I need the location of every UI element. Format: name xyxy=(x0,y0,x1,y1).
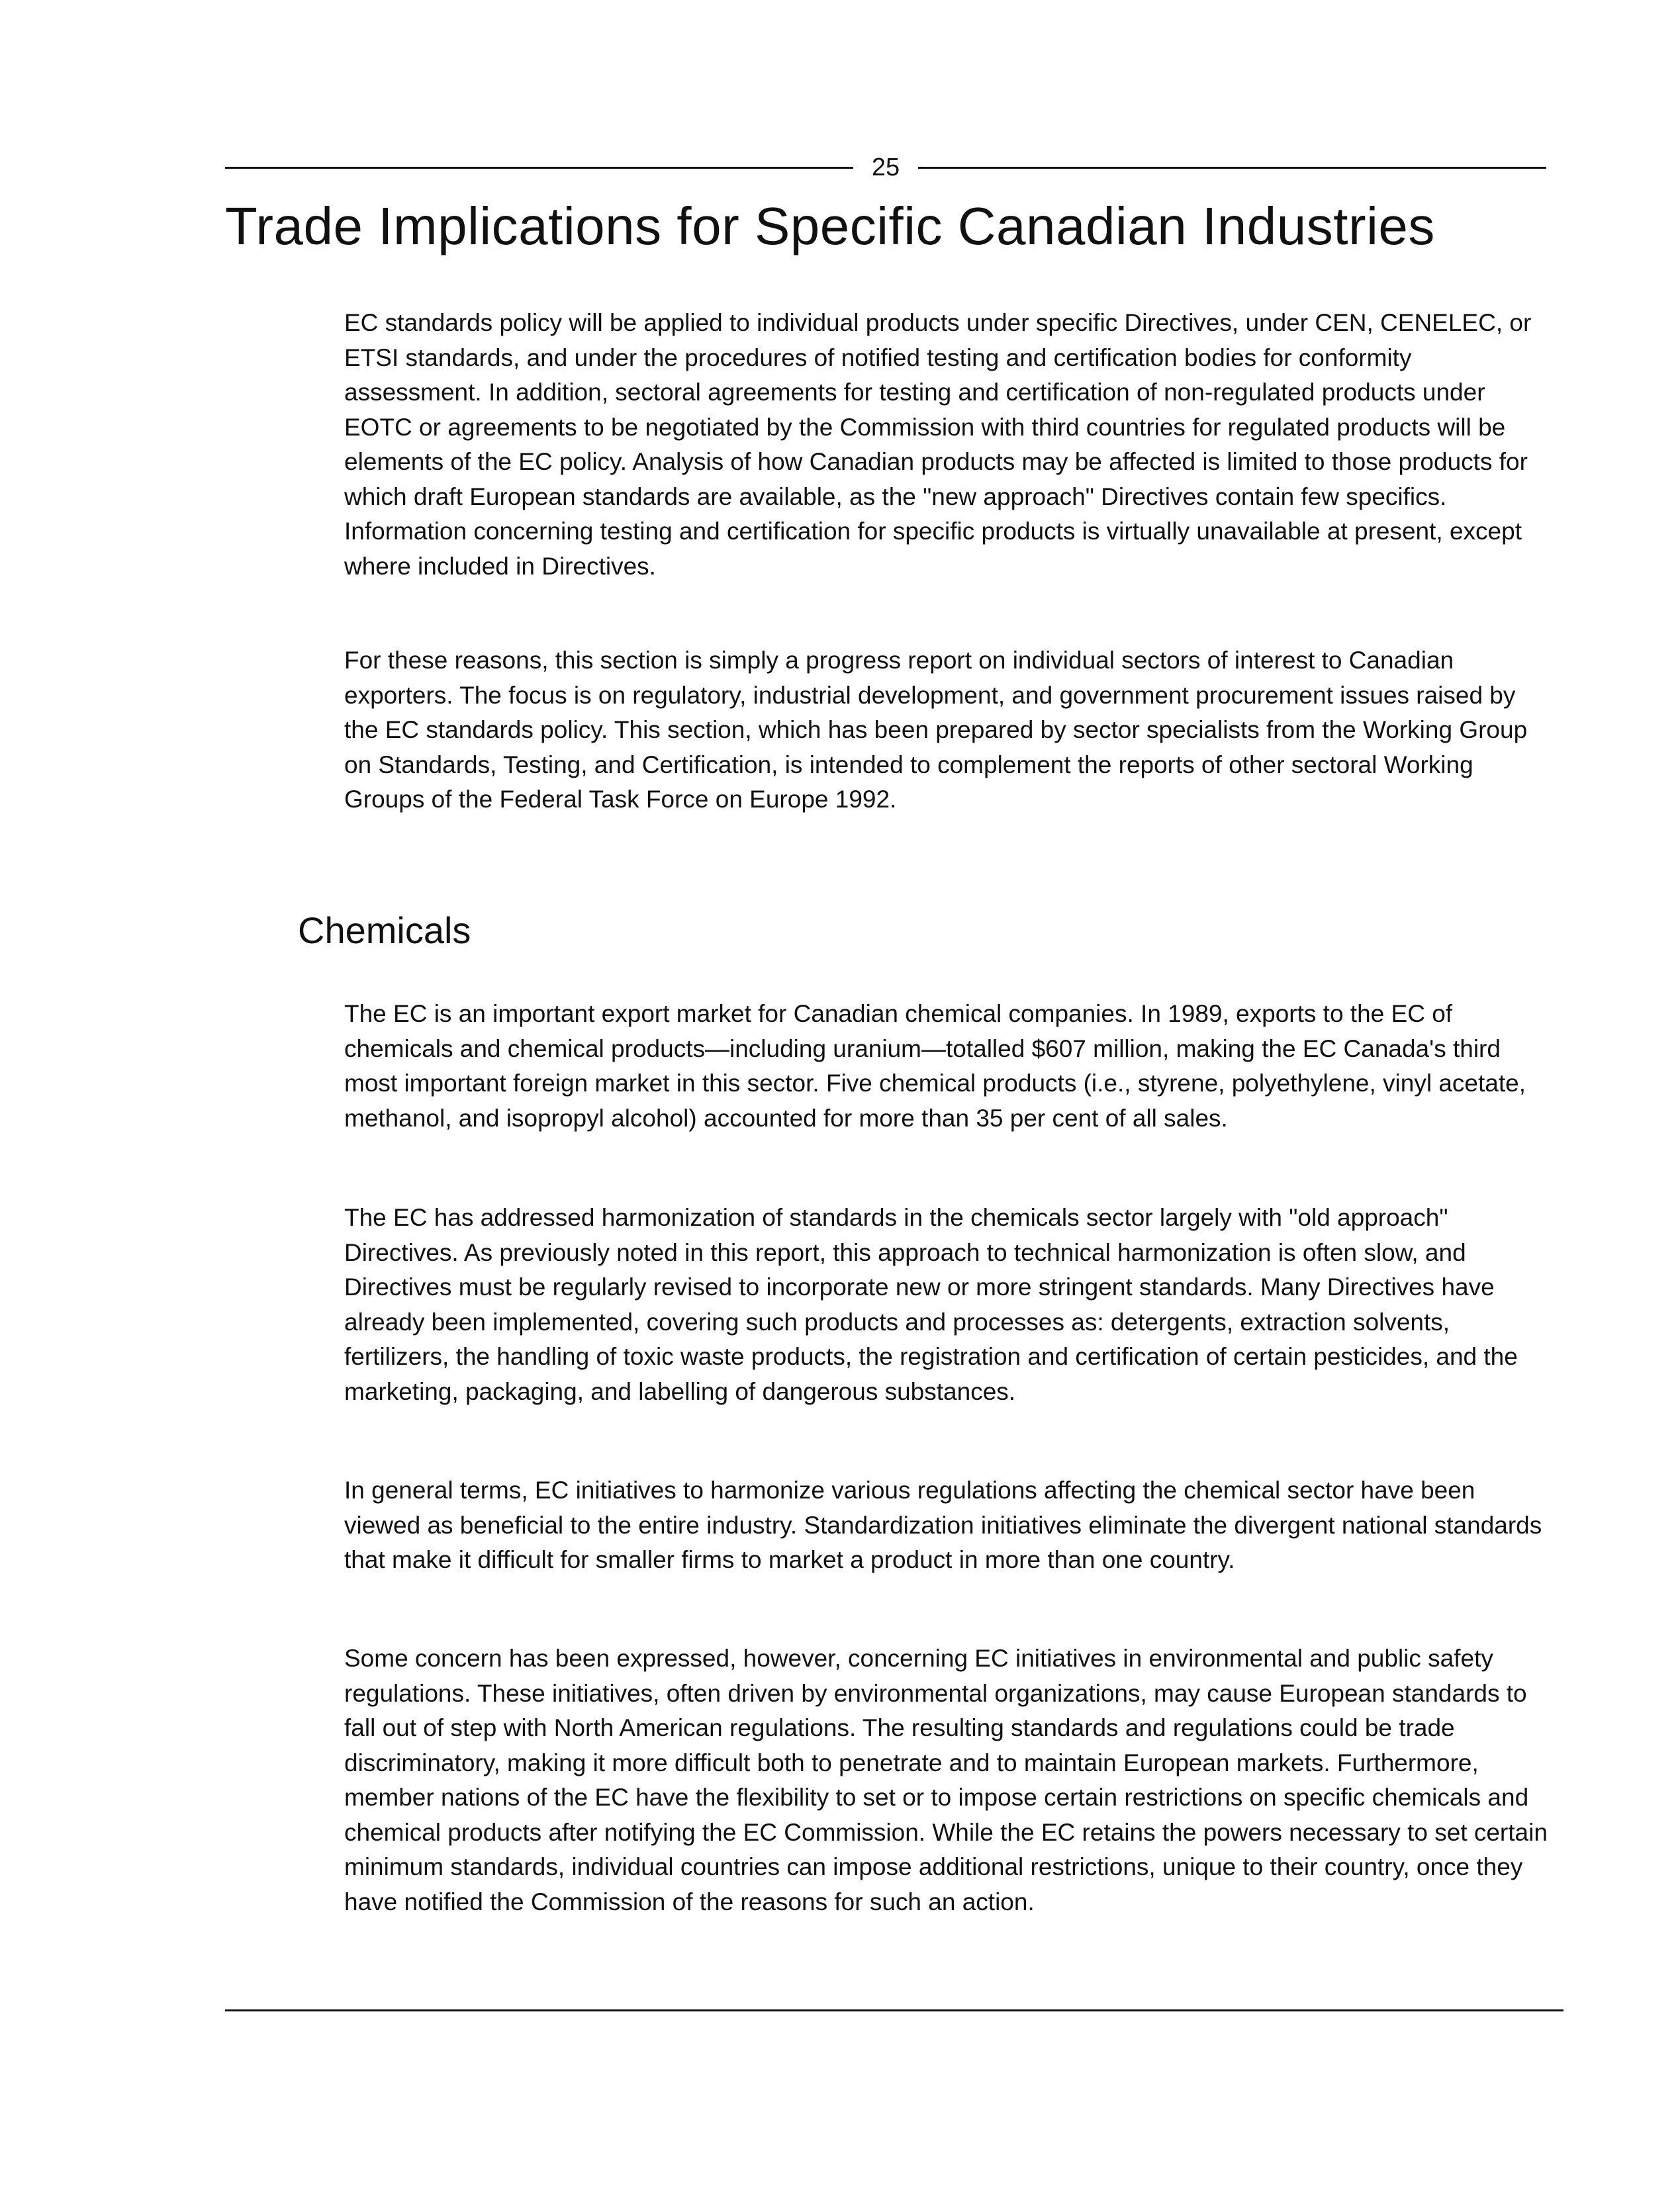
intro-paragraph-1-block xyxy=(344,306,1556,584)
chemicals-paragraph-1-block xyxy=(344,997,1556,1136)
section-heading-chemicals: Chemicals xyxy=(298,909,471,951)
intro-paragraph-1: EC standards policy will be applied to individual products under specific Directives, under CEN, CENELEC, or ETSI standards, and under the procedures of notified testing and certification bodies for conformity assessment. In addition, sectoral agreements for testing and certification of non-regulated products under EOTC or agreements to be negotiated by the Commission with third countries for regulated products will be elements of the EC policy. Analysis of how Canadian products may be affected is limited to those products for which draft European standards are available, as the "new approach" Directives contain few specifics. Information concerning testing and certification for specific products is virtually unavailable at present, except where included in Directives. xyxy=(344,309,1532,580)
page-header xyxy=(225,151,1546,184)
intro-paragraph-2-block xyxy=(344,643,1556,817)
header-rule-right xyxy=(918,167,1546,169)
chemicals-paragraph-1: The EC is an important export market for Canadian chemical companies. In 1989, exports to the EC of chemicals and chemical products—including uranium—totalled $607 million, making the EC Canada's third most important foreign market in this sector. Five chemical products (i.e., styrene, polyethylene, vinyl acetate, methanol, and isopropyl alcohol) accounted for more than 35 per cent of all sales. xyxy=(344,1000,1526,1132)
page-number: 25 xyxy=(871,154,900,181)
chemicals-paragraph-2: The EC has addressed harmonization of standards in the chemicals sector largely with "old approach" Directives. As previously noted in this report, this approach to technical harmonization is often slow, and Directives must be regularly revised to incorporate new or more stringent standards. Many Directives have already been implemented, covering such products and processes as: detergents, extraction solvents, fertilizers, the handling of toxic waste products, the registration and certification of certain pesticides, and the marketing, packaging, and labelling of dangerous substances. xyxy=(344,1204,1518,1405)
chemicals-paragraph-2-block xyxy=(344,1201,1556,1409)
chemicals-paragraph-4: Some concern has been expressed, however, concerning EC initiatives in environmental and public safety regulations. These initiatives, often driven by environmental organizations, may cause European standards to fall out of step with North American regulations. The resulting standards and regulations could be trade discriminatory, making it more difficult both to penetrate and to maintain European markets. Furthermore, member nations of the EC have the flexibility to set or to impose certain restrictions on specific chemicals and chemical products after notifying the EC Commission. While the EC retains the powers necessary to set certain minimum standards, individual countries can impose additional restrictions, unique to their country, once they have notified the Commission of the reasons for such an action. xyxy=(344,1645,1548,1915)
page-title: Trade Implications for Specific Canadian Industries xyxy=(225,197,1435,255)
header-rule-left xyxy=(225,167,853,169)
intro-paragraph-2: For these reasons, this section is simply a progress report on individual sectors of interest to Canadian exporters. The focus is on regulatory, industrial development, and government procurement issues raised by the EC standards policy. This section, which has been prepared by sector specialists from the Working Group on Standards, Testing, and Certification, is intended to complement the reports of other sectoral Working Groups of the Federal Task Force on Europe 1992. xyxy=(344,647,1528,813)
chemicals-paragraph-3-block xyxy=(344,1473,1556,1578)
chemicals-paragraph-3: In general terms, EC initiatives to harmonize various regulations affecting the chemical sector have been viewed as beneficial to the entire industry. Standardization initiatives eliminate the divergent national standards that make it difficult for smaller firms to market a product in more than one country. xyxy=(344,1477,1542,1573)
footer-rule xyxy=(225,2009,1563,2011)
chemicals-paragraph-4-block xyxy=(344,1641,1556,1919)
